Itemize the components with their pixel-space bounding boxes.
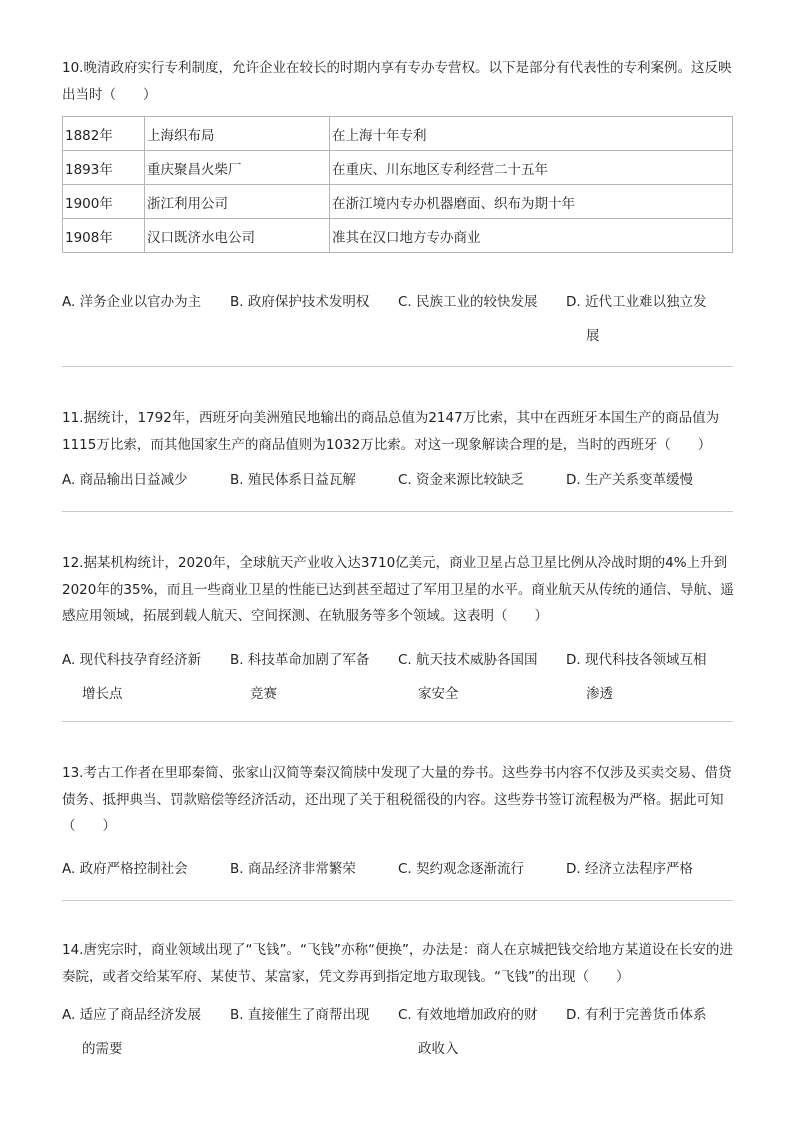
divider bbox=[62, 511, 733, 512]
option-b[interactable]: B. 直接催生了商帮出现 bbox=[230, 1007, 370, 1023]
table-row bbox=[63, 117, 733, 151]
option-a[interactable]: A. 洋务企业以官办为主 bbox=[62, 294, 202, 310]
option-d[interactable]: D. 有利于完善货币体系 bbox=[566, 1007, 707, 1023]
patent-table bbox=[62, 116, 733, 253]
option-d[interactable]: D. 现代科技各领域互相 渗透 bbox=[566, 652, 707, 702]
table-row bbox=[63, 185, 733, 219]
question-11 bbox=[62, 405, 736, 458]
question-stem: 10.晚清政府实行专利制度，允许企业在较长的时期内享有专办专营权。以下是部分有代表性的专利案例。这反映出当时（ ） bbox=[62, 60, 732, 103]
option-c[interactable]: C. 有效地增加政府的财 政收入 bbox=[398, 1007, 538, 1057]
option-b[interactable]: B. 商品经济非常繁荣 bbox=[230, 861, 356, 877]
table-cell: 在重庆、川东地区专利经营二十五年 bbox=[330, 151, 733, 185]
table-cell: 在浙江境内专办机器磨面、织布为期十年 bbox=[330, 185, 733, 219]
table-cell: 1893年 bbox=[63, 151, 145, 185]
table-cell: 1882年 bbox=[63, 117, 145, 151]
question-12 bbox=[62, 550, 736, 630]
option-a[interactable]: A. 现代科技孕育经济新 增长点 bbox=[62, 652, 202, 702]
option-a[interactable]: A. 商品输出日益减少 bbox=[62, 472, 188, 488]
table-cell: 在上海十年专利 bbox=[330, 117, 733, 151]
table-cell: 1908年 bbox=[63, 219, 145, 253]
question-11-options bbox=[62, 463, 736, 497]
option-b[interactable]: B. 殖民体系日益瓦解 bbox=[230, 472, 356, 488]
table-cell: 上海织布局 bbox=[145, 117, 330, 151]
question-12-options bbox=[62, 643, 736, 711]
question-stem: 14.唐宪宗时，商业领域出现了“飞钱”。“飞钱”亦称“便换”，办法是：商人在京城把钱交给地方某道设在长安的进奏院，或者交给某军府、某使节、某富家，凭文券再到指定地方取现钱。“飞钱”的出现（ ） bbox=[62, 942, 733, 985]
question-stem: 12.据某机构统计，2020年，全球航天产业收入达3710亿美元，商业卫星占总卫星比例从冷战时期的4%上升到2020年的35%，而且一些商业卫星的性能已达到甚至超过了军用卫星的水平。商业航天从传统的通信、导航、遥感应用领域，拓展到载人航天、空间探测、在轨服务等多个领域。这表明（ ） bbox=[62, 555, 734, 624]
option-b[interactable]: B. 科技革命加剧了军备 竞赛 bbox=[230, 652, 370, 702]
option-c[interactable]: C. 契约观念逐渐流行 bbox=[398, 861, 525, 877]
question-13-options bbox=[62, 852, 736, 886]
option-d[interactable]: D. 近代工业难以独立发 展 bbox=[566, 294, 707, 344]
divider bbox=[62, 721, 733, 722]
divider bbox=[62, 366, 733, 367]
table-cell: 1900年 bbox=[63, 185, 145, 219]
table-cell: 重庆聚昌火柴厂 bbox=[145, 151, 330, 185]
option-a[interactable]: A. 适应了商品经济发展 的需要 bbox=[62, 1007, 202, 1057]
divider bbox=[62, 900, 733, 901]
question-14 bbox=[62, 937, 736, 990]
table-row bbox=[63, 151, 733, 185]
table-cell: 准其在汉口地方专办商业 bbox=[330, 219, 733, 253]
table-cell: 浙江利用公司 bbox=[145, 185, 330, 219]
option-c[interactable]: C. 航天技术威胁各国国 家安全 bbox=[398, 652, 538, 702]
question-13 bbox=[62, 760, 736, 840]
question-10 bbox=[62, 55, 736, 108]
question-10-options bbox=[62, 285, 736, 353]
option-c[interactable]: C. 资金来源比较缺乏 bbox=[398, 472, 525, 488]
question-stem: 13.考古工作者在里耶秦简、张家山汉简等秦汉简牍中发现了大量的券书。这些券书内容不仅涉及买卖交易、借贷债务、抵押典当、罚款赔偿等经济活动，还出现了关于租税徭役的内容。这些券书签订流程极为严格。据此可知（ ） bbox=[62, 765, 732, 834]
table-row bbox=[63, 219, 733, 253]
table-cell: 汉口既济水电公司 bbox=[145, 219, 330, 253]
option-a[interactable]: A. 政府严格控制社会 bbox=[62, 861, 188, 877]
option-c[interactable]: C. 民族工业的较快发展 bbox=[398, 294, 538, 310]
question-stem: 11.据统计，1792年，西班牙向美洲殖民地输出的商品总值为2147万比索，其中在西班牙本国生产的商品值为1115万比索，而其他国家生产的商品值则为1032万比索。对这一现象解读合理的是，当时的西班牙（ ） bbox=[62, 410, 720, 453]
option-b[interactable]: B. 政府保护技术发明权 bbox=[230, 294, 370, 310]
option-d[interactable]: D. 生产关系变革缓慢 bbox=[566, 472, 693, 488]
question-14-options bbox=[62, 998, 736, 1066]
option-d[interactable]: D. 经济立法程序严格 bbox=[566, 861, 693, 877]
